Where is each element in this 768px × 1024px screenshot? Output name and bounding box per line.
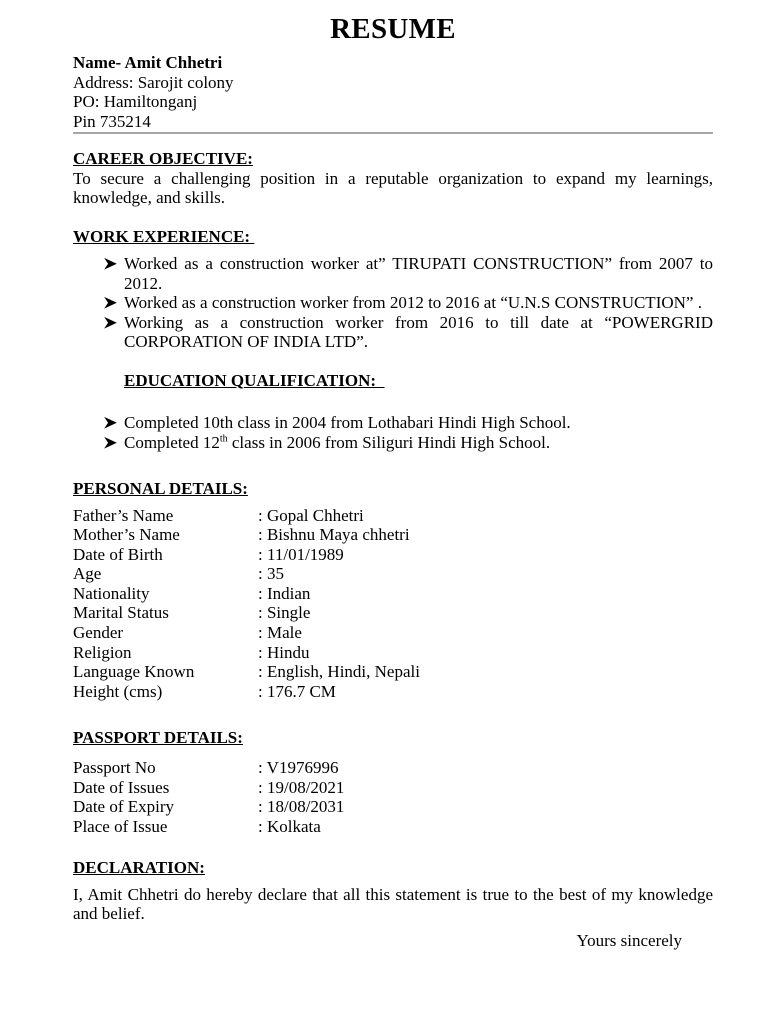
table-row — [73, 662, 713, 682]
row-value: : 18/08/2031 — [258, 797, 345, 817]
row-value: : Single — [258, 603, 311, 623]
career-objective-heading: CAREER OBJECTIVE: — [73, 149, 253, 168]
list-item — [73, 413, 713, 433]
career-objective-section — [73, 149, 713, 208]
closing-salutation: Yours sincerely — [576, 930, 682, 950]
row-value: : Hindu — [258, 642, 310, 662]
education-section — [73, 371, 713, 453]
table-row — [73, 506, 713, 526]
row-value: : 19/08/2021 — [258, 777, 345, 797]
table-row — [73, 584, 713, 604]
table-row — [73, 545, 713, 565]
row-label: Date of Birth — [73, 544, 163, 564]
row-value: : Gopal Chhetri — [258, 505, 364, 525]
work-experience-section — [73, 227, 713, 352]
table-row — [73, 682, 713, 702]
contact-pin: Pin 735214 — [73, 111, 151, 131]
work-experience-heading: WORK EXPERIENCE: — [73, 226, 255, 246]
table-row — [73, 525, 713, 545]
row-value: : V1976996 — [258, 757, 339, 777]
row-label: Father’s Name — [73, 505, 174, 525]
table-row — [73, 564, 713, 584]
passport-details-section — [73, 728, 713, 836]
passport-details-table — [73, 758, 713, 836]
row-label: Height (cms) — [73, 681, 163, 701]
table-row — [73, 817, 713, 837]
row-label: Religion — [73, 642, 132, 662]
row-label: Age — [73, 564, 102, 584]
contact-address: Address: Sarojit colony — [73, 72, 234, 92]
table-row — [73, 603, 713, 623]
education-item-text-main: Completed 12 — [124, 432, 220, 452]
passport-details-heading: PASSPORT DETAILS: — [73, 728, 243, 748]
career-objective-text: To secure a challenging position in a reputable organization to expand my learnings, knowledge, and skills. — [73, 168, 713, 207]
arrowhead-bullet-icon — [102, 313, 118, 333]
resume-page — [73, 12, 713, 967]
table-row — [73, 643, 713, 663]
row-label: Passport No — [73, 757, 156, 777]
row-value: : Indian — [258, 583, 311, 603]
table-row — [73, 778, 713, 798]
table-row — [73, 623, 713, 643]
work-item-text: Working as a construction worker from 2016 to till date at “POWERGRID CORPORATION OF INDIA LTD”. — [124, 312, 713, 351]
arrowhead-bullet-icon — [102, 413, 118, 433]
education-item-text-rest: class in 2006 from Siliguri Hindi High School. — [227, 432, 551, 452]
education-heading: EDUCATION QUALIFICATION: — [124, 370, 385, 390]
personal-details-section — [73, 479, 713, 701]
personal-details-table — [73, 506, 713, 702]
row-label: Mother’s Name — [73, 525, 180, 545]
work-item-text: Worked as a construction worker from 2012 to 2016 at “U.N.S CONSTRUCTION” . — [124, 293, 702, 312]
arrowhead-bullet-icon — [102, 293, 118, 313]
row-label: Gender — [73, 623, 124, 643]
arrowhead-bullet-icon — [102, 254, 118, 274]
work-experience-list — [73, 254, 713, 352]
personal-details-heading: PERSONAL DETAILS: — [73, 479, 248, 498]
row-value: : Bishnu Maya chhetri — [258, 525, 410, 545]
row-value: : 35 — [258, 564, 284, 584]
header-divider — [73, 132, 713, 134]
education-list — [73, 413, 713, 452]
declaration-text: I, Amit Chhetri do hereby declare that all this statement is true to the best of my knowledge and belief. — [73, 884, 713, 924]
work-item-text: Worked as a construction worker at” TIRUPATI CONSTRUCTION” from 2007 to 2012. — [124, 254, 713, 293]
row-label: Language Known — [73, 662, 195, 682]
table-row — [73, 797, 713, 817]
contact-block — [73, 53, 713, 131]
row-label: Place of Issue — [73, 816, 168, 836]
row-value: : Kolkata — [258, 816, 321, 836]
contact-name: Name- Amit Chhetri — [73, 53, 223, 72]
declaration-heading: DECLARATION: — [73, 858, 205, 878]
list-item — [73, 254, 713, 293]
row-value: : 176.7 CM — [258, 681, 336, 701]
row-label: Nationality — [73, 583, 150, 603]
declaration-section — [73, 858, 713, 950]
row-value: : Male — [258, 623, 302, 643]
education-item-text: Completed 10th class in 2004 from Lothabari Hindi High School. — [124, 413, 571, 432]
row-value: : English, Hindi, Nepali — [258, 662, 420, 682]
table-row — [73, 758, 713, 778]
list-item — [73, 293, 713, 313]
list-item — [73, 313, 713, 352]
row-value: : 11/01/1989 — [258, 544, 344, 564]
education-item-text — [124, 433, 550, 452]
row-label: Date of Expiry — [73, 797, 175, 817]
arrowhead-bullet-icon — [102, 433, 118, 453]
contact-po: PO: Hamiltonganj — [73, 92, 198, 111]
ordinal-suffix: th — [219, 432, 228, 444]
row-label: Date of Issues — [73, 777, 170, 797]
list-item — [73, 433, 713, 453]
page-title: RESUME — [330, 13, 456, 45]
row-label: Marital Status — [73, 603, 169, 623]
